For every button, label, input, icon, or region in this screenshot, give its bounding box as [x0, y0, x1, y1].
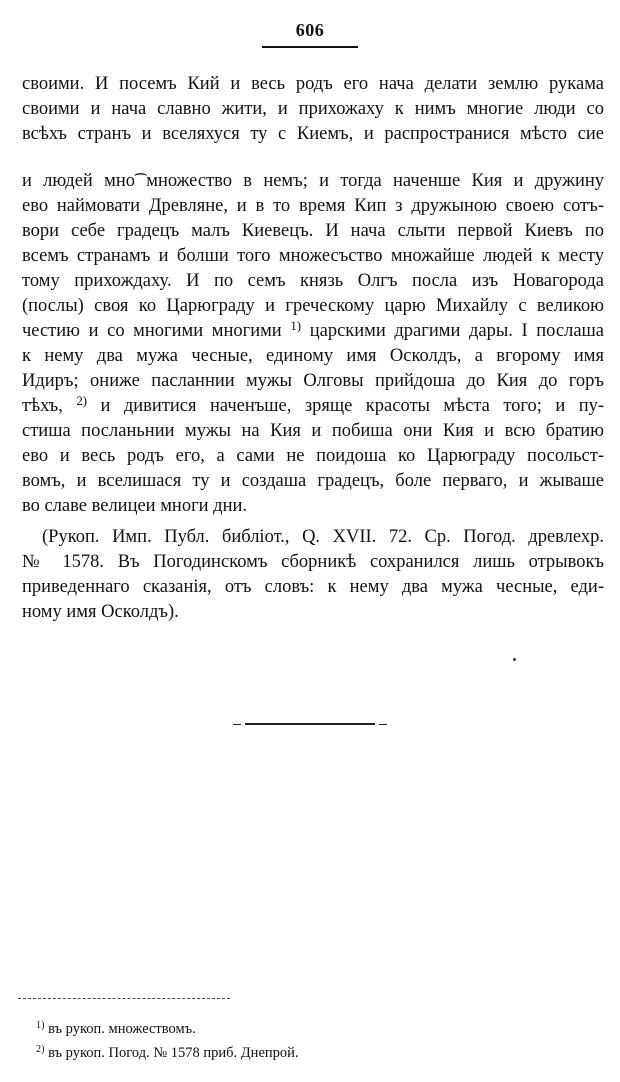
stray-mark [513, 658, 516, 661]
text-line-1: своими. И посемъ Кий и весь родъ его нача делати землю рукама [22, 74, 604, 94]
text-line-13 [22, 394, 604, 419]
footnote-1-text: въ рукоп. множествомъ. [48, 1021, 196, 1037]
text-line-4: и людей мно͡ множество в немъ; и тогда наченше Кия и дружину [22, 171, 604, 191]
footnote-2-text: въ рукоп. Погод. № 1578 приб. Днепрой. [48, 1045, 299, 1061]
text-line-7: всемъ странамъ и болши того множесъство множайше людей к месту [22, 246, 604, 266]
text-line-10-end: царскими драгими дары. I послаша [309, 321, 604, 341]
footnote-1 [36, 1018, 596, 1042]
text-line-5: ево наймовати Древляне, и в то время Кип з дружыною своею сотъ- [22, 196, 604, 216]
text-line-17: во славе велицеи многи дни. [22, 496, 248, 516]
text-line-9: (послы) своя ко Царюграду и греческому царю Михайлу с великою [22, 296, 604, 316]
text-line-6: вори себе градецъ малъ Киевецъ. И нача слыти первой Киевъ по [22, 221, 604, 241]
text-line-8: тому прихождаху. И по семъ князь Олгъ посла изъ Новагорода [22, 271, 604, 291]
text-line-13-start: тѣхъ, [22, 396, 63, 416]
text-line-16: вомъ, и вселишася ту и создаша градецъ, боле перваго, и жываше [22, 471, 604, 491]
source-note-line-3: приведеннаго сказанія, отъ словъ: к нему два мужа чесные, еди- [22, 577, 604, 597]
text-line-10-start: честию и со многими многими [22, 321, 282, 341]
footnote-2 [36, 1042, 596, 1066]
source-note-line-4: ному имя Осколдъ). [22, 602, 179, 622]
text-line-11: к нему два мужа чесные, единому имя Осколдъ, а вгорому имя [22, 346, 604, 366]
source-note-line-1: (Рукоп. Имп. Публ. библіот., Q. XVII. 72. Ср. Погод. древлехр. [42, 527, 604, 547]
footnote-1-mark: 1) [36, 1020, 45, 1032]
footnote-2-mark: 2) [36, 1044, 45, 1056]
text-line-13-end: и дивитися наченъше, зряще красоты мѣста того; и пу- [100, 396, 604, 416]
page-number-rule [262, 46, 358, 48]
footnote-ref-2: 2) [76, 394, 88, 409]
footnotes [36, 1018, 596, 1066]
footnote-divider [18, 998, 230, 999]
main-text [22, 72, 604, 625]
footnote-ref-1: 1) [290, 319, 302, 334]
text-line-15: ево и весь родъ его, а сами не поидоша ко Царюграду посольст- [22, 446, 604, 466]
source-note-line-2: № 1578. Въ Погодинскомъ сборникѣ сохранился лишь отрывокъ [22, 552, 604, 572]
text-line-10 [22, 319, 604, 344]
text-line-3: всѣхъ странъ и вселяхуся ту с Киемъ, и распространися мѣсто сие [22, 124, 604, 144]
text-line-14: стиша посланьнии мужы на Кия и побиша они Кия и всю братию [22, 421, 604, 441]
text-line-2: своими и нача славно жити, и прихожаху к нимъ многие люди со [22, 99, 604, 119]
section-divider [245, 723, 375, 725]
page-number: 606 [295, 20, 325, 40]
text-line-12: Идиръ; ониже пасланнии мужы Олговы прийдоша до Кия до горъ [22, 371, 604, 391]
